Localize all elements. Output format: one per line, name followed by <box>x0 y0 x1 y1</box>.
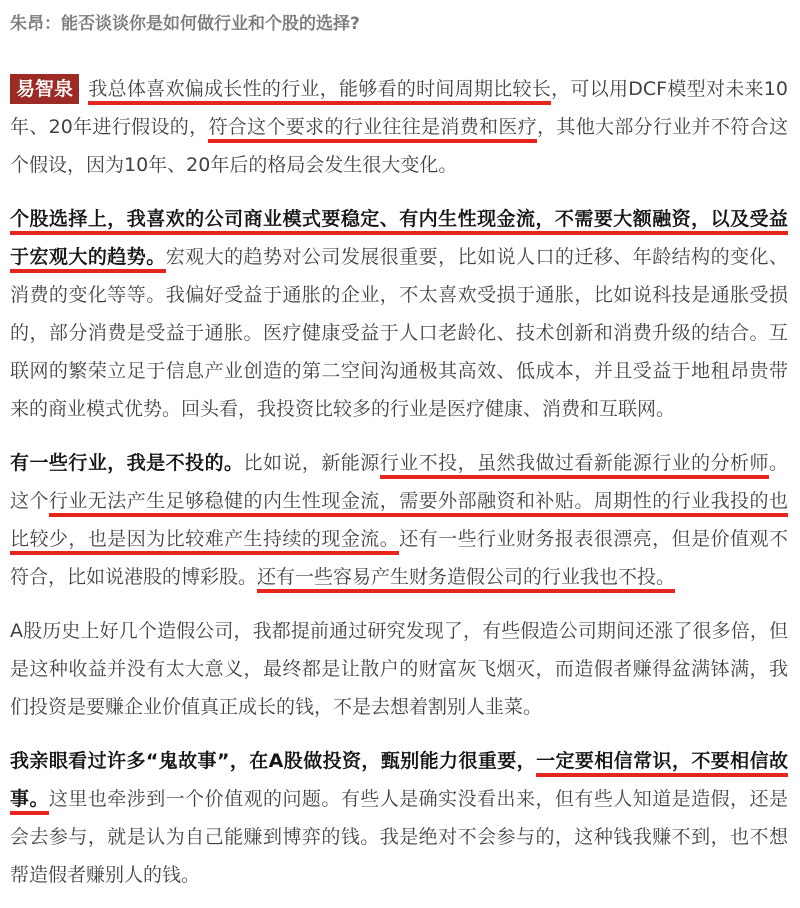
answer-paragraph <box>10 612 788 726</box>
text-segment: ，其他大部分行业并不符合这个假设，因为10年、20年后的格局会发生很大变化。 <box>10 116 788 176</box>
red-underlined-text: 周期性的行业我投的也比较少，也是因为比较难产生持续的现金流。 <box>10 490 788 555</box>
text-segment: 有一些行业，我是不投的。 <box>10 452 244 474</box>
red-underlined-text: 行业不投，虽然我做过看新能源行业的分析师 <box>380 452 769 479</box>
answer-paragraph <box>10 200 788 428</box>
text-segment: 还有一些行业财务报表很漂亮，但是价值观不符合，比如说港股的博彩股。 <box>10 528 788 588</box>
text-segment: 宏观大的趋势对公司发展很重要，比如说人口的迁移、年龄结构的变化、消费的变化等等。我偏好受益于通胀的企业，不太喜欢受损于通胀，比如说科技是通胀受损的，部分消费是受益于通胀。医疗健康受益于人口老龄化、技术创新和消费升级的结合。互联网的繁荣立足于信息产业创造的第二空间沟通极其高效、低成本，并且受益于地租昂贵带来的商业模式优势。回头看，我投资比较多的行业是医疗健康、消费和互联网。 <box>10 246 788 420</box>
red-underlined-text: 个股选择上，我喜欢的公司商业模式要稳定、有内生性现金流，不需要大额融资，以及受益于宏观大的趋势。 <box>10 208 788 273</box>
text-segment: ，可以用DCF模型对未来10年、20年进行假设的， <box>10 78 788 138</box>
red-underlined-text: 还有一些容易产生财务造假公司的行业我也不投。 <box>257 566 675 593</box>
answer-body <box>10 70 788 894</box>
text-segment: 这里也牵涉到一个价值观的问题。有些人是确实没看出来，但有些人知道是造假，还是会去参与，就是认为自己能赚到博弈的钱。我是绝对不会参与的，这种钱我赚不到，也不想帮造假者赚别人的钱。 <box>10 788 788 886</box>
text-segment: 比如说，新能源 <box>243 452 380 474</box>
answer-paragraph <box>10 70 788 184</box>
red-underlined-text: 我总体喜欢偏成长性的行业，能够看的时间周期比较长 <box>88 78 551 105</box>
red-underlined-text: 行业无法产生足够稳健的内生性现金流，需要外部融资和补贴。 <box>49 490 594 517</box>
text-segment: A股历史上好几个造假公司，我都提前通过研究发现了，有些假造公司期间还涨了很多倍，但是这种收益并没有太大意义，最终都是让散户的财富灰飞烟灭，而造假者赚得盆满钵满，我们投资是要赚企业价值真正成长的钱，不是去想着割别人韭菜。 <box>10 620 788 718</box>
red-underlined-text: 符合这个要求的行业往往是消费和医疗 <box>208 116 537 143</box>
answer-paragraph <box>10 742 788 894</box>
question-heading: 朱昂：能否谈谈你是如何做行业和个股的选择? <box>10 14 360 34</box>
answer-paragraph <box>10 444 788 596</box>
interview-article <box>10 12 788 894</box>
text-segment: 。这个 <box>10 452 788 512</box>
speaker-badge: 易智泉 <box>10 74 79 104</box>
text-segment: 我亲眼看过许多“鬼故事”，在A股做投资，甄别能力很重要， <box>10 750 537 772</box>
red-underlined-text: 一定要相信常识，不要相信故事。 <box>10 750 788 815</box>
